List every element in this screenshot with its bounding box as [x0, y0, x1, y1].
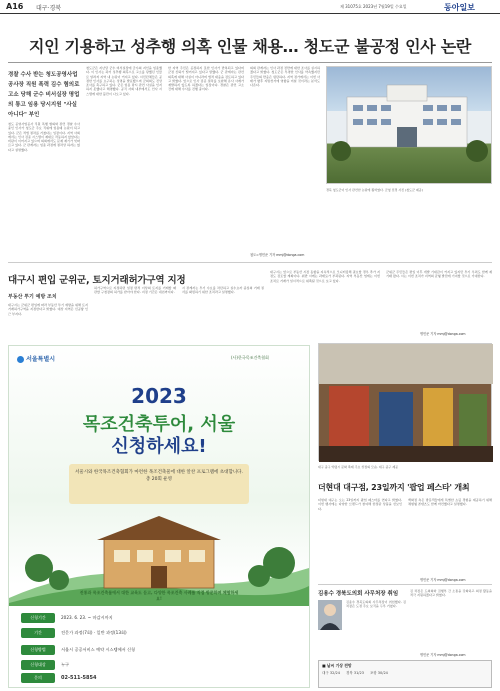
article3-byline: 명민준 기자 mmj@donga.com [420, 578, 466, 582]
issue-date: 2023년 7월19일 수요일 [363, 4, 407, 9]
government-building-illustration [327, 67, 493, 185]
article4-body-col2: 김 처장은 도의회와 집행부 간 소통을 강화하고 의정 활동을 적극 지원하겠다고 밝혔다. [410, 589, 492, 598]
article1-body-col4: 의회 관계자는 인사 과정 전반에 대한 조사를 실시하겠다고 밝혔다. 청도군은 투명한 인사를 약속했지만 주민들의 반응은 냉담하다. 지역 정가에서는 이번 사태가 향후 지방선거에 영향을 미칠 것이라는 분석도 나온다. [250, 66, 320, 88]
ad-info-row: 기간 전문가 과정(7회) · 일반 과정(13회) [21, 625, 297, 641]
section-name: 대구·경북 [36, 5, 62, 12]
article3-photo-caption: 대구 중구 약령시 문화 축제 주요 상점의 모습. 대구 중구 제공 [318, 465, 399, 469]
issue-meta [340, 4, 407, 10]
article2-subhead: 부동산 투기 예방 조치 [8, 294, 57, 300]
ad-year: 2023 [131, 384, 187, 408]
weather-box-items [319, 671, 491, 676]
ad-info-row: 신청방법 서울시 공공서비스 예약 시스템에서 신청 [21, 642, 297, 658]
ad-description: 전통과 목조건축물에서 대한 교육도 듣고, 다양한 목조건축 사례를 직접 방문하며 체험하세요! [79, 590, 239, 601]
article2-body-col1: 대구시는 군위군 편입에 따라 부동산 투기 예방을 위해 토지거래허가구역을 지정한다고 밝혔다. 대상 지역은 신공항 인근 부지다. [8, 303, 88, 316]
ad-info-row: 신청기간 2023. 6. 23. ~ 마감시까지 [21, 612, 297, 624]
article2-body-col2: 허가구역으로 지정되면 일정 면적 이상의 토지를 거래할 때 관할 구청장의 허가를 받아야 한다. 지정 기간은 내년까지다. [94, 286, 176, 295]
issue-number: 제 31075호 [340, 4, 362, 9]
article1-body-col2: 청도군은 지난달 군수 비서실장에 군수의 지인을 임용했다. 이 인사는 과거 성추행 의혹으로 고소를 당했던 인물로 알려져 지역 내 논란이 커지고 있다. 시민단체들은 공정한 인사를 요구하는 성명을 발표했으며 군의회도 진상 조사를 촉구하고 있다. 군은 임용 당시 관련 사실을 인지하지 못했다고 해명했다. 공직 사회 내부에서도 인사 시스템에 대한 불만이 나오고 있다. [86, 66, 162, 96]
ad-title-line1: 목조건축투어, 서울 [82, 414, 236, 435]
weather-item: 대구 32/24 [322, 671, 340, 675]
divider [318, 584, 492, 585]
ad-info-row: 문의 02-511-5854 [21, 672, 297, 684]
article3-body-col1: 더현대 대구는 오는 23일까지 팝업 페스타를 연다고 밝혔다. 이번 행사에는 다양한 브랜드가 참여해 한정판 상품을 선보인다. [318, 498, 402, 511]
article4-portrait [318, 600, 342, 630]
article4-byline: 명민준 기자 mmj@donga.com [420, 653, 466, 657]
ad-info-table [21, 612, 297, 684]
article2-headline: 대구시 편입 군위군, 토지거래허가구역 지정 [8, 275, 186, 286]
article3-body-col2: 백화점 측은 방문객들에게 특별한 쇼핑 경험을 제공하기 위해 체험형 콘텐츠도 함께 마련했다고 설명했다. [408, 498, 492, 507]
article2-body-col4: 대구시는 앞으로 부동산 시장 동향을 지속적으로 모니터링해 필요할 경우 추가 지정도 검토할 계획이다. 위반 시에는 과태료가 부과된다. 지역 부동산 업계는 이번 조치로 거래가 일시적으로 위축될 것으로 보고 있다. [270, 270, 380, 283]
weather-item: 경북 31/23 [345, 671, 364, 675]
article1-body-col1: 청도 공영사업공사 직원 폭행 혐의와 관련 경찰 수사 중인 인사가 청도군 주요 직위에 임용돼 논란이 되고 있다. 군은 적법 절차를 거쳤다는 입장이다. 지역 사회에서는 인사 검증 시스템이 제대로 작동하지 않았다는 비판이 이어지고 있으며 의회에서도 문제 제기가 잇따르고 있다. 군 관계자는 임용 과정에 절차상 하자는 없다고 설명했다. [8, 122, 80, 152]
article4-body-col1: 김용수 경북도의회 사무처장이 취임했다. 김 처장은 도정 주요 보직을 두루 거쳤다. [346, 600, 406, 609]
article2-byline: 명민준 기자 mmj@donga.com [420, 332, 466, 336]
article2-body-col5: 군위군 주민들은 편입 이후 개발 기대감이 커지고 있지만 투기 우려도 함께 제기돼 왔다. 시는 이번 조치가 지역의 균형 발전에 기여할 것으로 기대한다. [386, 270, 492, 279]
article1-photo [326, 66, 492, 184]
ad-info-row: 신청대상 누구 [21, 659, 297, 671]
advertisement [8, 345, 310, 688]
article1-photo-caption: 경북 청도군이 인사 관련한 논란에 휩싸였다. 군청 전경 사진 (청도군 제공) [326, 188, 423, 192]
ad-brand-partner: (사)한국목조건축협회 [231, 355, 269, 360]
page-number: A16 [6, 2, 24, 11]
article1-body-col3: 한 지역 주민은 공정하지 못한 인사가 반복되고 있다며 군정 신뢰가 떨어지고 있다고 말했다. 군 관계자는 관련 의혹에 대해 사실이 아니라며 법적 대응을 검토하고 있다고 밝혔다. 앞으로 인사 검증 절차를 보완해 유사 사례가 재발하지 않도록 하겠다는 입장이다. 경찰은 관련 고소 건에 대해 수사를 진행 중이다. [168, 66, 244, 92]
person-icon [318, 600, 342, 630]
article1-byline: 청도=명민준 기자 mmj@donga.com [250, 253, 305, 257]
market-stall-illustration [319, 344, 493, 462]
ad-intro-box: 서울시와 한국목조건축협회가 마련한 목조건축물에 대한 알찬 프로그램에 초대합니다. 총 20회 운영 [69, 464, 249, 504]
weather-box [318, 660, 492, 688]
weather-box-title: ■ 날씨 기상 전망 [322, 663, 352, 668]
main-headline: 지인 기용하고 성추행 의혹 인물 채용… 청도군 불공정 인사 논란 [28, 37, 472, 56]
ad-brand-seoul: 서울특별시 [17, 354, 55, 363]
article2-body-col3: 시 관계자는 투기 수요를 차단하고 실수요자 중심의 거래 질서를 확립하기 위한 조치라고 설명했다. [182, 286, 264, 295]
article4-headline: 김용수 경북도의회 사무처장 취임 [318, 591, 399, 597]
divider [8, 262, 492, 263]
article1-lead: 경찰 수사 받는 청도공영사업공사장 직원 폭력 김수 혐의로 고소 당해 군수 비서실장 명업의 통고 임용 당시지원 "사실 아니다" 부인 [8, 72, 80, 118]
seoul-logo-icon [17, 356, 24, 363]
newspaper-logo: 동아일보 [444, 3, 475, 12]
ad-title-line2: 신청하세요! [111, 436, 207, 457]
article3-photo [318, 343, 492, 461]
page-header [0, 0, 500, 14]
article3-headline: 더현대 대구점, 23일까지 '팝업 페스타' 개최 [318, 483, 470, 492]
divider [8, 62, 492, 63]
weather-item: 포항 30/24 [369, 671, 388, 675]
